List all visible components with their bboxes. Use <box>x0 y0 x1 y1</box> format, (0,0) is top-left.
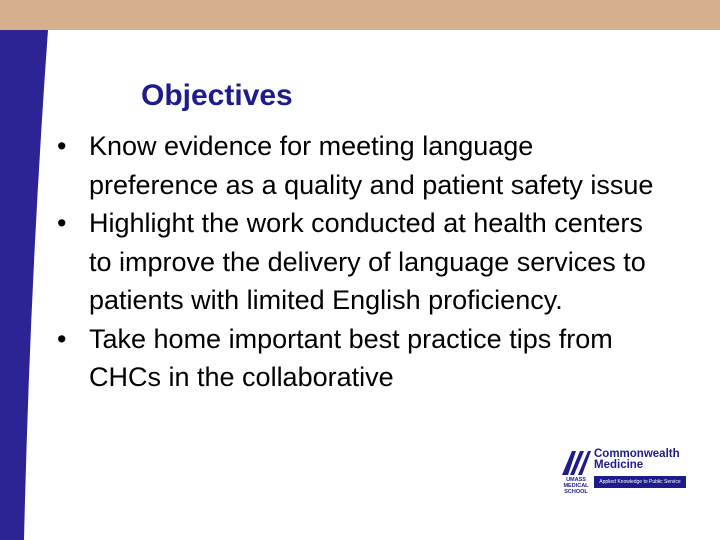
slide-title: Objectives <box>141 79 293 112</box>
commonwealth-medicine-logo <box>560 449 688 493</box>
bullet-item <box>57 320 657 397</box>
left-decorative-band <box>0 30 48 540</box>
bullet-glyph: • <box>57 131 67 161</box>
top-decorative-band <box>0 0 720 30</box>
bullet-text: Take home important best practice tips from CHCs in the collaborative <box>89 323 613 392</box>
umass-emblem-icon <box>560 449 592 477</box>
bullet-list <box>57 127 657 397</box>
bullet-text: Highlight the work conducted at health centers to improve the delivery of language services to patients with limited English proficiency. <box>89 208 646 315</box>
bullet-glyph: • <box>57 323 67 354</box>
logo-name <box>594 449 680 471</box>
logo-school-line2: MEDICAL <box>563 483 589 489</box>
logo-school-line3: SCHOOL <box>564 489 588 495</box>
bullet-item <box>57 204 657 320</box>
logo-name-line2: Medicine <box>594 459 644 471</box>
logo-tagline: Applied Knowledge to Public Service <box>594 476 686 488</box>
bullet-item <box>57 127 657 204</box>
logo-name-line1: Commonwealth <box>594 448 680 460</box>
bullet-text: Know evidence for meeting language preference as a quality and patient safety issue <box>89 131 654 200</box>
logo-school <box>560 477 592 495</box>
logo-school-line1: UMASS <box>566 477 586 483</box>
bullet-glyph: • <box>57 208 67 238</box>
